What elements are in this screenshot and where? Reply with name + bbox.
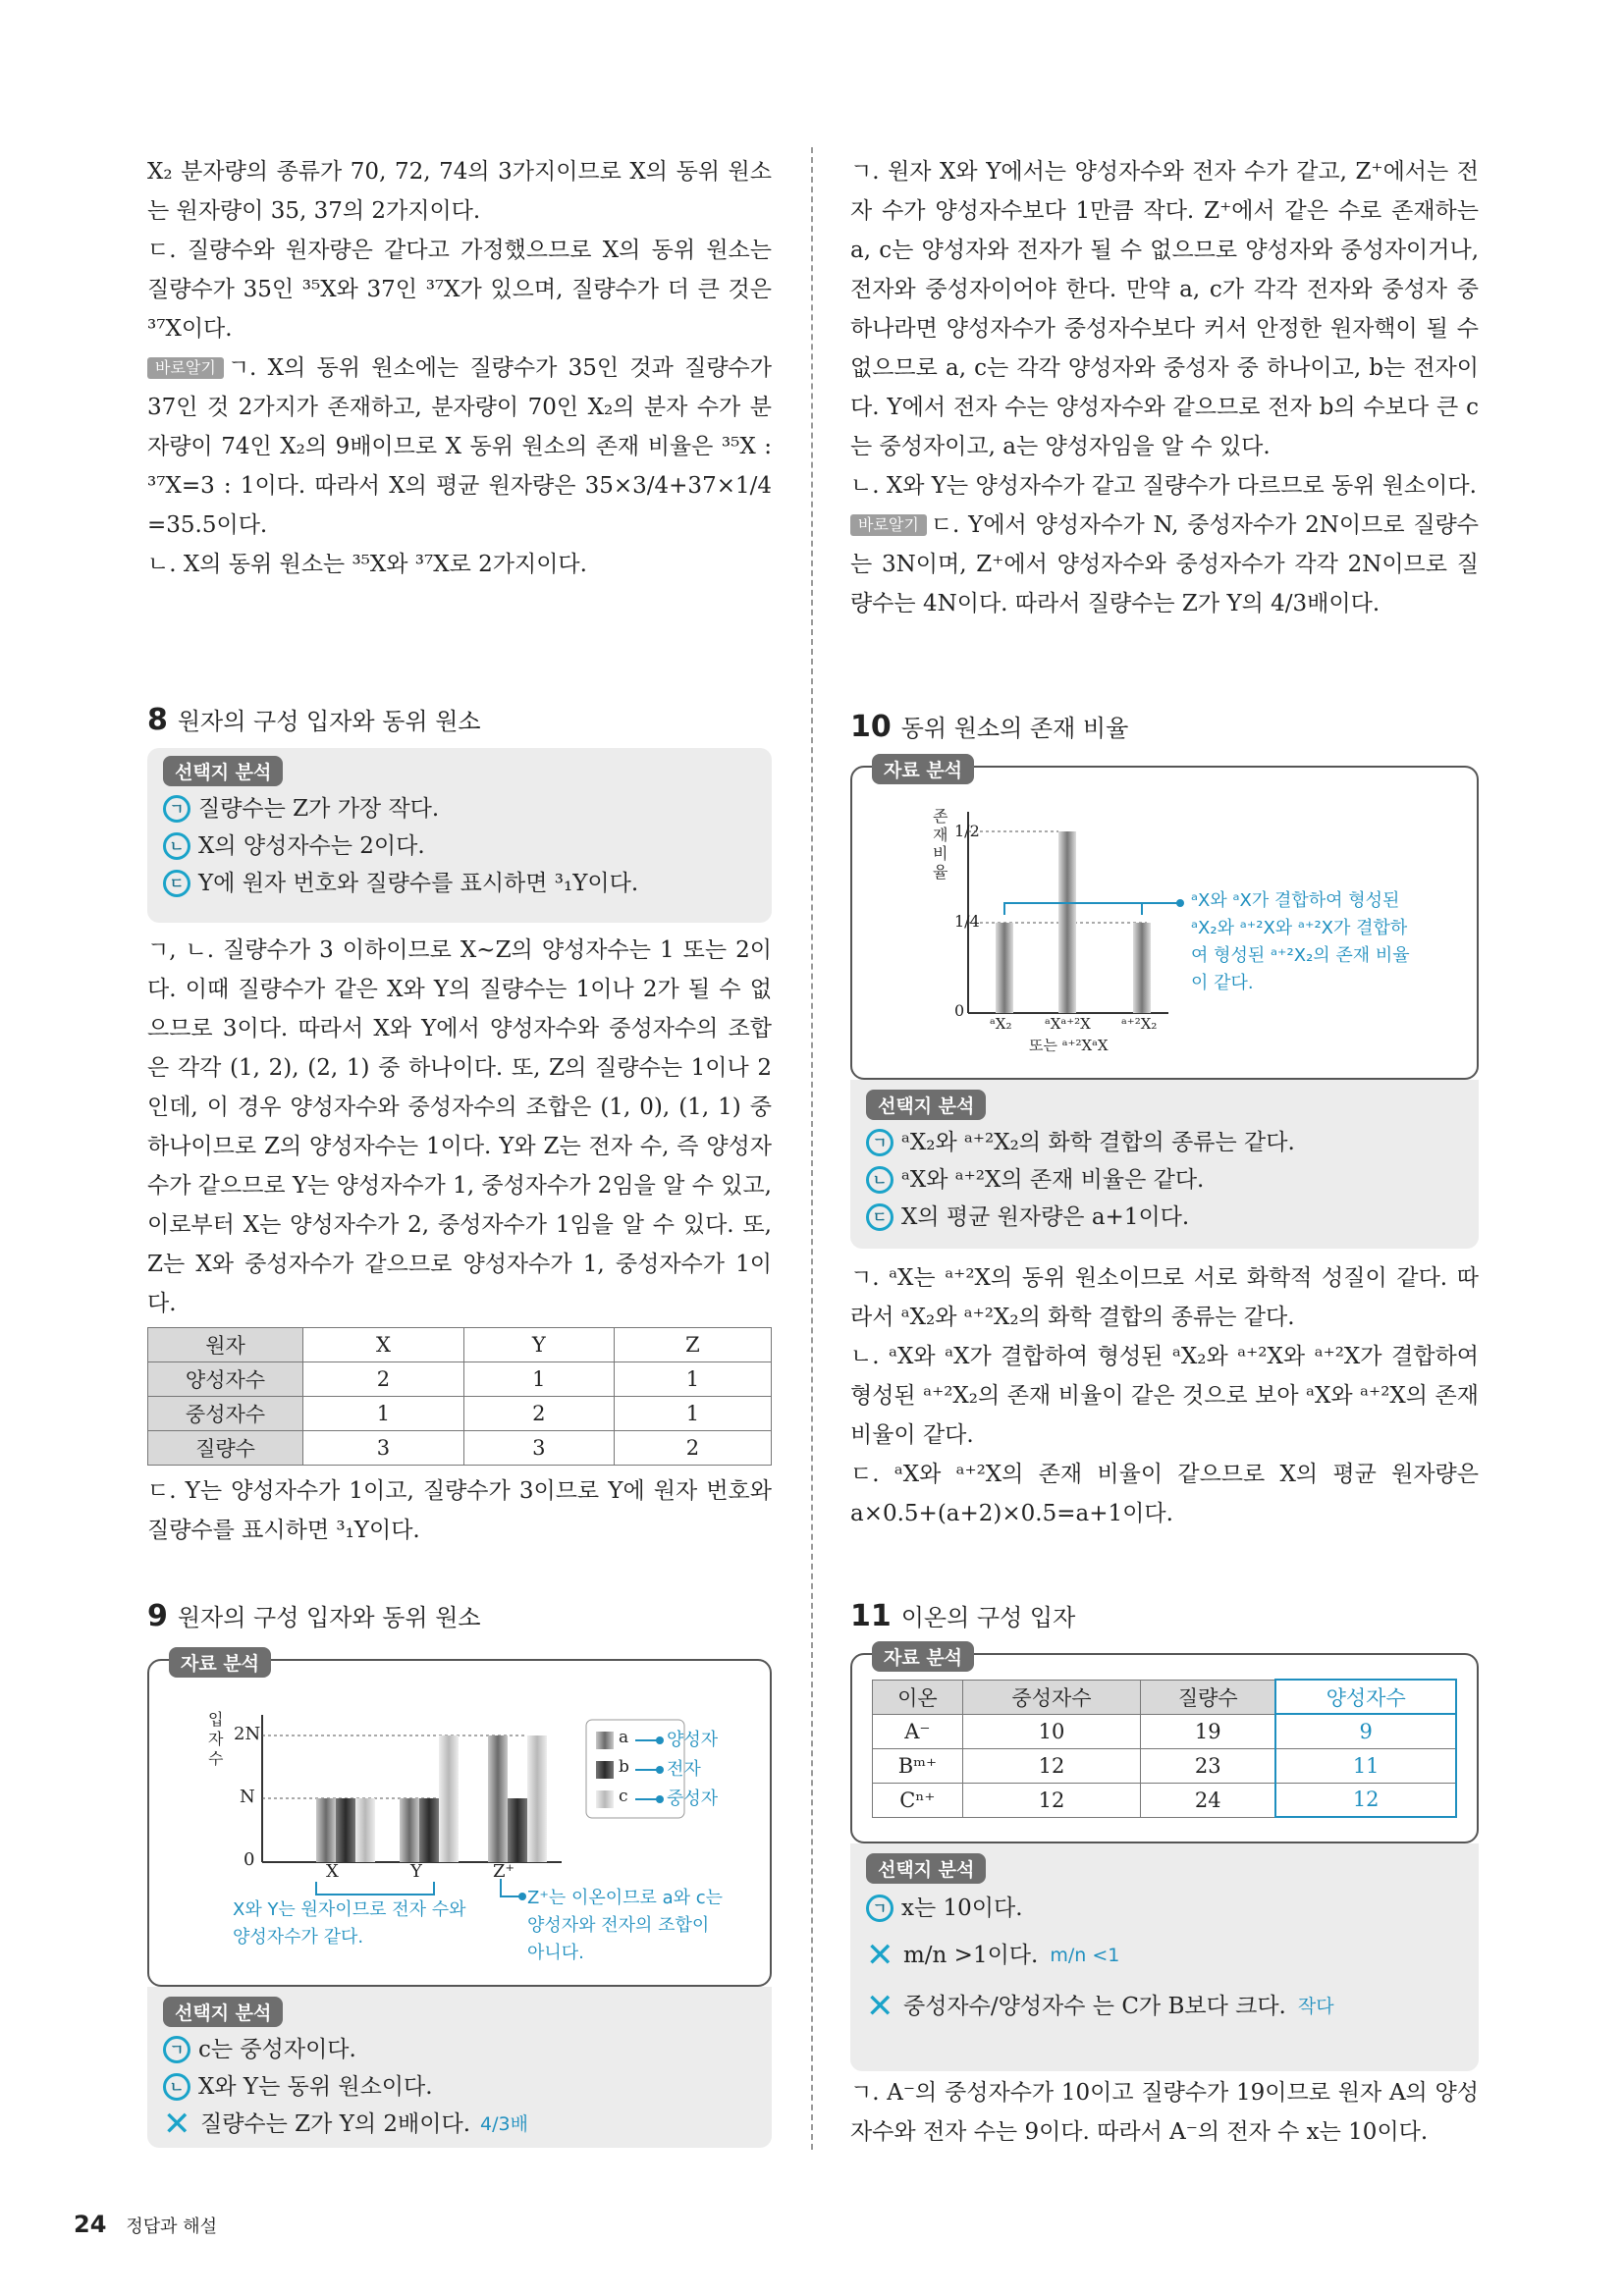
- section-11-heading: 11 이온의 구성 입자: [850, 1599, 1076, 1633]
- wrong-mark-icon: ✕: [866, 1987, 894, 2026]
- paragraph: ㄴ. X와 Y는 양성자수가 같고 질량수가 다르므로 동위 원소이다.: [850, 473, 1477, 499]
- bar-z-a: [488, 1735, 508, 1862]
- annotation: Z⁺는 이온이므로 a와 c는 양성자와 전자의 조합이 아니다.: [527, 1888, 724, 1963]
- correct-mark-icon: ㄴ: [163, 2073, 190, 2101]
- tick-label: 0: [954, 1001, 965, 1020]
- footer-label: 정답과 해설: [126, 2216, 218, 2237]
- bar-a-x2: [996, 923, 1013, 1013]
- tick-label: N: [240, 1787, 255, 1807]
- annotation: X와 Y는 원자이므로 전자 수와 양성자수가 같다.: [233, 1899, 466, 1948]
- paragraph: ㄷ. ᵃX와 ᵃ⁺²X의 존재 비율이 같으므로 X의 평균 원자량은 a×0.5+(a+2)×0.5=a+1이다.: [850, 1462, 1479, 1526]
- correct-mark-icon: ㄴ: [866, 1166, 893, 1194]
- particle-table: 원자 X Y Z 양성자수 2 1 1 중성자수 1 2 1 질량수 3 3 2: [147, 1327, 772, 1466]
- tag: 자료 분석: [169, 1647, 271, 1678]
- bar-y-a: [400, 1798, 419, 1862]
- data-analysis-box: [147, 1653, 772, 1987]
- bar-a2-x2: [1133, 923, 1151, 1013]
- x-tick-label: X: [326, 1861, 339, 1882]
- wrong-mark-icon: ✕: [163, 2105, 191, 2144]
- y-axis-label: 존재비율: [933, 807, 948, 881]
- paragraph: ㄱ. A⁻의 중성자수가 10이고 질량수가 19이므로 원자 A의 양성자수와 전자 수는 9이다. 따라서 A⁻의 전자 수 x는 10이다.: [850, 2080, 1479, 2145]
- tick-label: 1/2: [954, 822, 980, 840]
- bar-y-b: [419, 1798, 439, 1862]
- correct-mark-icon: ㄴ: [163, 832, 190, 860]
- bar-x-a: [316, 1798, 336, 1862]
- tick-label: 2N: [234, 1724, 261, 1744]
- legend-label: 전자: [667, 1759, 701, 1780]
- legend-label: b: [619, 1757, 629, 1777]
- section-8-body: [147, 931, 772, 1550]
- y-axis-label: 입자수: [208, 1710, 224, 1768]
- choice-analysis-box: 선택지 분석 ㄱ c는 중성자이다. ㄴ X와 Y는 동위 원소이다. ✕ 질량수는 Z가 Y의 2배이다. 4/3배: [147, 1987, 772, 2148]
- correct-mark-icon: ㄷ: [866, 1203, 893, 1231]
- left-top-text: [147, 152, 772, 584]
- paragraph: X₂ 분자량의 종류가 70, 72, 74의 3가지이므로 X의 동위 원소는 원자량이 35, 37의 2가지이다.: [147, 159, 772, 224]
- tag: 선택지 분석: [163, 1997, 283, 2027]
- x-tick-label: ᵃXᵃ⁺²X: [1045, 1015, 1091, 1033]
- tag: 선택지 분석: [866, 1090, 986, 1120]
- page-number: 24: [74, 2211, 107, 2238]
- choice-analysis-box: 선택지 분석 ㄱ ᵃX₂와 ᵃ⁺²X₂의 화학 결합의 종류는 같다. ㄴ ᵃX와 ᵃ⁺²X의 존재 비율은 같다. ㄷ X의 평균 원자량은 a+1이다.: [850, 1080, 1479, 1249]
- x-tick-label: Z⁺: [493, 1861, 515, 1882]
- correct-mark-icon: ㄱ: [866, 1895, 893, 1922]
- legend-label: a: [619, 1728, 629, 1747]
- correction-badge: 바로알기: [147, 357, 224, 379]
- section-10-body: [850, 1258, 1479, 1533]
- paragraph: ㄷ. Y에서 양성자수가 N, 중성자수가 2N이므로 질량수는 3N이며, Z⁺에서 양성자수와 중성자수가 각각 2N이므로 질량수는 4N이다. 따라서 질량수는 Z가 Y의 4/3배이다.: [850, 512, 1479, 616]
- legend-label: c: [619, 1787, 628, 1806]
- data-analysis-box: [850, 760, 1479, 1080]
- paragraph: ㄷ. Y는 양성자수가 1이고, 질량수가 3이므로 Y에 원자 번호와 질량수를 표시하면 ³₁Y이다.: [147, 1478, 772, 1543]
- tag: 자료 분석: [872, 1641, 974, 1672]
- column-divider: [811, 147, 813, 2150]
- section-11-body: [850, 2073, 1479, 2152]
- correct-mark-icon: ㄷ: [163, 870, 190, 897]
- x-tick-label: 또는 ᵃ⁺²XᵃX: [1029, 1037, 1109, 1054]
- x-tick-label: Y: [410, 1861, 422, 1882]
- paragraph: ㄷ. 질량수와 원자량은 같다고 가정했으므로 X의 동위 원소는 질량수가 35인 ³⁵X와 37인 ³⁷X가 있으며, 질량수가 더 큰 것은 ³⁷X이다.: [147, 238, 772, 342]
- tag: 선택지 분석: [866, 1853, 986, 1884]
- paragraph: ㄱ. X의 동위 원소에는 질량수가 35인 것과 질량수가 37인 것 2가지가 존재하고, 분자량이 70인 X₂의 분자 수가 분자량이 74인 X₂의 9배이므로 X 동위 원소의 존재 비율은 ³⁵X : ³⁷X=3 : 1이다. 따라서 X의 평균 원자량은 35×3/4+37×1/4 =35.5이다.: [147, 355, 772, 538]
- x-tick-label: ᵃ⁺²X₂: [1121, 1015, 1158, 1033]
- data-analysis-box: [850, 1647, 1479, 1843]
- section-10-heading: 10 동위 원소의 존재 비율: [850, 710, 1129, 744]
- page-footer: [74, 2211, 217, 2238]
- paragraph: ㄴ. X의 동위 원소는 ³⁵X와 ³⁷X로 2가지이다.: [147, 552, 587, 577]
- bar-y-c: [439, 1735, 459, 1862]
- ion-table: 이온 중성자수 질량수 양성자수 A⁻ 10 19 9 Bᵐ⁺ 12 23 11 Cⁿ⁺ 12 24 12: [872, 1679, 1457, 1818]
- bar-mixed: [1058, 831, 1076, 1013]
- correction-badge: 바로알기: [850, 514, 927, 536]
- bar-z-b: [508, 1798, 527, 1862]
- legend-label: 중성자: [667, 1789, 719, 1809]
- tick-label: 0: [244, 1849, 255, 1870]
- bar-x-c: [355, 1798, 375, 1862]
- paragraph: ㄱ, ㄴ. 질량수가 3 이하이므로 X~Z의 양성자수는 1 또는 2이다. 이때 질량수가 같은 X와 Y의 질량수는 1이나 2가 될 수 없으므로 3이다. 따라서 X와 Y에서 양성자수와 중성자수의 조합은 각각 (1, 2), (2, 1) 중 하나이다. 또, Z의 질량수는 1이나 2인데, 이 경우 양성자수와 중성자수의 조합은 (1, 0), (1, 1) 중 하나이므로 Z의 양성자수는 1이다. Y와 Z는 전자 수, 즉 양성자수가 같으므로 Y는 양성자수가 1, 중성자수가 2임을 알 수 있고, 이로부터 X는 양성자수가 2, 중성자수가 1임을 알 수 있다. 또, Z는 X와 중성자수가 같으므로 양성자수가 1, 중성자수가 1이다.: [147, 937, 772, 1316]
- legend-label: 양성자: [667, 1730, 719, 1750]
- annotation: ᵃX와 ᵃX가 결합하여 형성된 ᵃX₂와 ᵃ⁺²X와 ᵃ⁺²X가 결합하여 형성된 ᵃ⁺²X₂의 존재 비율이 같다.: [1191, 890, 1410, 993]
- section-9-heading: 9 원자의 구성 입자와 동위 원소: [147, 1599, 481, 1633]
- x-tick-label: ᵃX₂: [990, 1015, 1012, 1033]
- tag: 자료 분석: [872, 754, 974, 784]
- choice-analysis-box: 선택지 분석 ㄱ x는 10이다. ✕ m/n >1이다. m/n <1 ✕ 중성자수/양성자수 는 C가 B보다 크다. 작다: [850, 1843, 1479, 2071]
- choice-analysis-box: 선택지 분석 ㄱ 질량수는 Z가 가장 작다. ㄴ X의 양성자수는 2이다. ㄷ Y에 원자 번호와 질량수를 표시하면 ³₁Y이다.: [147, 748, 772, 923]
- tick-label: 1/4: [954, 912, 980, 931]
- paragraph: ㄴ. ᵃX와 ᵃX가 결합하여 형성된 ᵃX₂와 ᵃ⁺²X와 ᵃ⁺²X가 결합하여 형성된 ᵃ⁺²X₂의 존재 비율이 같은 것으로 보아 ᵃX와 ᵃ⁺²X의 존재 비율이 같다.: [850, 1344, 1479, 1448]
- wrong-mark-icon: ✕: [866, 1936, 894, 1975]
- paragraph: ㄱ. 원자 X와 Y에서는 양성자수와 전자 수가 같고, Z⁺에서는 전자 수가 양성자수보다 1만큼 작다. Z⁺에서 같은 수로 존재하는 a, c는 양성자와 전자가 될 수 없으므로 양성자와 중성자이거나, 전자와 중성자이어야 한다. 만약 a, c가 각각 전자와 중성자 중 하나라면 양성자수가 중성자수보다 커서 안정한 원자핵이 될 수 없으므로 a, c는 각각 양성자와 중성자 중 하나이고, b는 전자이다. Y에서 전자 수는 양성자수와 같으므로 전자 b의 수보다 큰 c는 중성자이고, a는 양성자임을 알 수 있다.: [850, 159, 1479, 459]
- bar-z-c: [527, 1735, 547, 1862]
- tag: 선택지 분석: [163, 756, 283, 786]
- correct-mark-icon: ㄱ: [163, 795, 190, 823]
- correct-mark-icon: ㄱ: [163, 2036, 190, 2063]
- correct-mark-icon: ㄱ: [866, 1129, 893, 1156]
- section-8-heading: 8 원자의 구성 입자와 동위 원소: [147, 703, 481, 737]
- paragraph: ㄱ. ᵃX는 ᵃ⁺²X의 동위 원소이므로 서로 화학적 성질이 같다. 따라서 ᵃX₂와 ᵃ⁺²X₂의 화학 결합의 종류는 같다.: [850, 1265, 1479, 1330]
- bar-x-b: [336, 1798, 355, 1862]
- right-top-text: [850, 152, 1479, 623]
